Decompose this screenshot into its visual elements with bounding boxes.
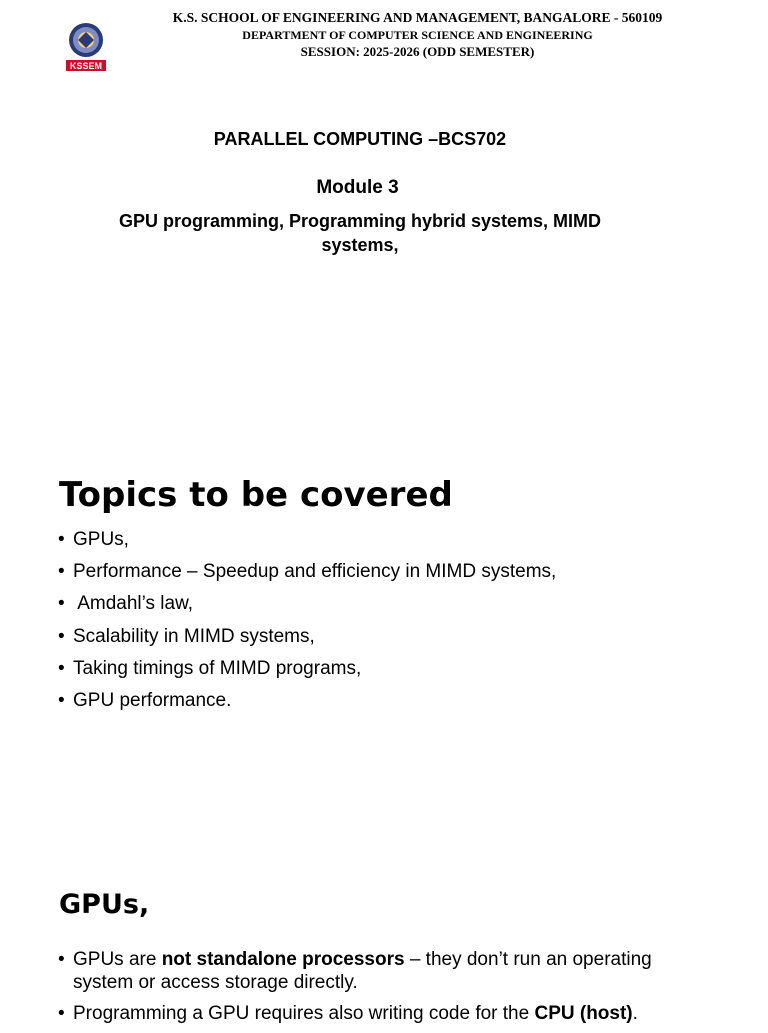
list-item: • GPU performance. (58, 689, 232, 711)
bullet-icon: • (58, 561, 65, 583)
bullet-icon: • (58, 689, 65, 711)
department-name: DEPARTMENT OF COMPUTER SCIENCE AND ENGINEERING (242, 28, 593, 42)
list-item: • Performance – Speedup and efficiency in MIMD systems, (58, 561, 557, 583)
topics-heading: Topics to be covered (59, 475, 453, 515)
list-item: • GPUs, (58, 529, 129, 550)
course-title: PARALLEL COMPUTING –BCS702 (213, 129, 507, 149)
module-title: Module 3 (316, 177, 399, 198)
bullet-icon: • (58, 657, 65, 679)
list-item: • Programming a GPU requires also writing code for the CPU (host). (58, 1003, 638, 1024)
topics-list (58, 528, 698, 721)
bullet-icon: • (58, 529, 65, 550)
list-item: • Taking timings of MIMD programs, (58, 657, 362, 679)
list-item: • GPUs are not standalone processors – they don’t run an operating system or access storage directly. (58, 949, 652, 993)
institution-name: K.S. SCHOOL OF ENGINEERING AND MANAGEMENT, BANGALORE - 560109 (172, 10, 663, 25)
gpus-list (58, 948, 698, 1033)
bullet-icon: • (58, 593, 65, 615)
session-label: SESSION: 2025-2026 (ODD SEMESTER) (300, 44, 535, 59)
bullet-icon: • (58, 949, 65, 970)
logo-text: KSSEM (69, 61, 103, 71)
college-logo (64, 18, 108, 72)
list-item: • Amdahl’s law, (58, 593, 194, 615)
list-item: • Scalability in MIMD systems, (58, 625, 315, 647)
gpus-heading: GPUs, (59, 889, 150, 920)
bullet-icon: • (58, 1003, 65, 1024)
module-subtitle: GPU programming, Programming hybrid systems, MIMD systems, (118, 211, 602, 255)
bullet-icon: • (58, 625, 65, 647)
